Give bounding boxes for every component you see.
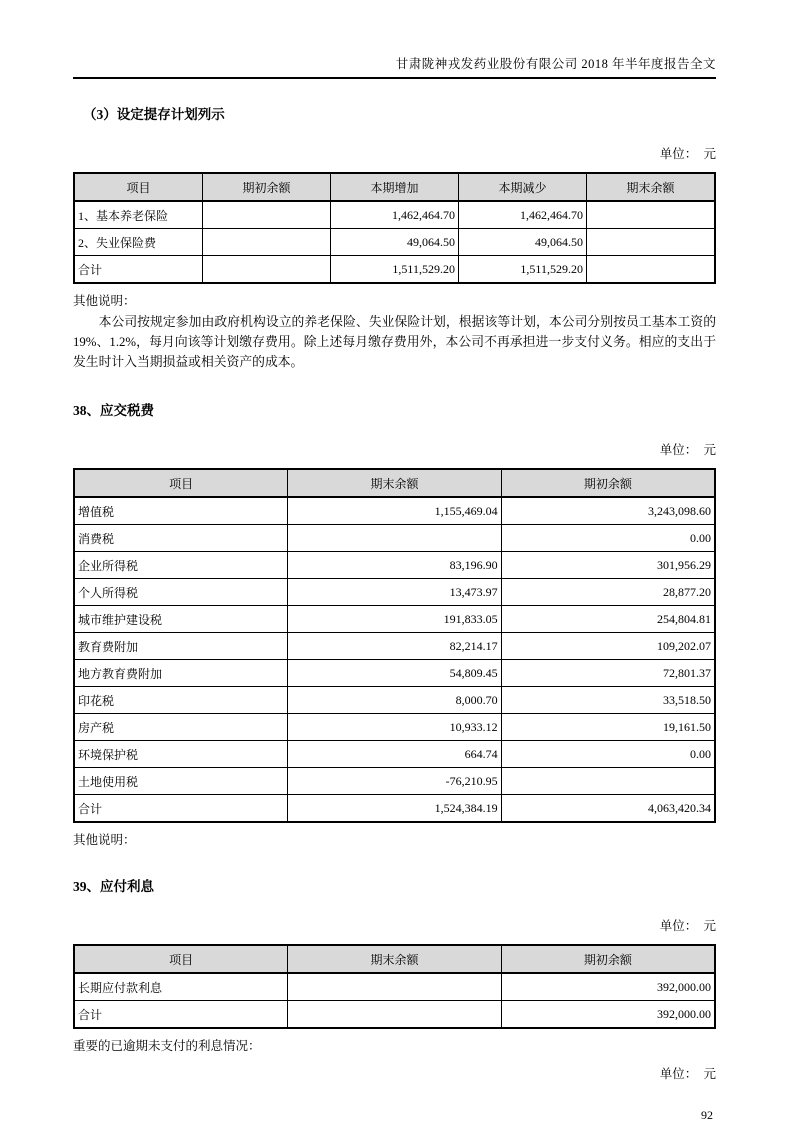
document-header-title: 甘肃陇神戎发药业股份有限公司 2018 年半年度报告全文: [395, 57, 716, 71]
table-row: [74, 768, 715, 795]
column-header: 期初余额: [501, 469, 715, 497]
table-row: [74, 795, 715, 823]
row-value: 1,462,464.70: [458, 201, 586, 229]
row-value: 28,877.20: [501, 579, 715, 606]
row-value: 10,933.12: [288, 714, 501, 741]
row-value: 1,511,529.20: [330, 256, 458, 284]
column-header: 期初余额: [202, 173, 330, 201]
table-row: [74, 525, 715, 552]
row-value: [586, 229, 715, 256]
row-value: 1,155,469.04: [288, 497, 501, 525]
row-value: 82,214.17: [288, 633, 501, 660]
table-row: [74, 741, 715, 768]
column-header: 期初余额: [501, 945, 715, 973]
row-value: 301,956.29: [501, 552, 715, 579]
table-header-row: [74, 173, 715, 201]
row-value: 1,524,384.19: [288, 795, 501, 823]
table-row: [74, 973, 715, 1001]
table-row: [74, 633, 715, 660]
row-item-label: 地方教育费附加: [74, 660, 288, 687]
row-value: [202, 201, 330, 229]
table-row: [74, 201, 715, 229]
row-value: -76,210.95: [288, 768, 501, 795]
row-value: 4,063,420.34: [501, 795, 715, 823]
row-item-label: 个人所得税: [74, 579, 288, 606]
row-item-label: 城市维护建设税: [74, 606, 288, 633]
other-notes-label: 其他说明：: [73, 833, 136, 847]
defined-contribution-plan-table: [73, 172, 716, 284]
table-row: [74, 714, 715, 741]
table-row: [74, 552, 715, 579]
column-header: 期末余额: [288, 469, 501, 497]
table-row: [74, 606, 715, 633]
section-title-interest-payable: 39、应付利息: [73, 879, 154, 894]
row-item-label: 消费税: [74, 525, 288, 552]
unit-label: 单位： 元: [659, 1067, 716, 1081]
other-notes-label: 其他说明：: [73, 294, 136, 308]
row-value: 109,202.07: [501, 633, 715, 660]
row-value: [586, 256, 715, 284]
row-value: 664.74: [288, 741, 501, 768]
row-item-label: 合计: [74, 795, 288, 823]
section-title-taxes-payable: 38、应交税费: [73, 403, 154, 418]
row-value: [288, 525, 501, 552]
row-item-label: 印花税: [74, 687, 288, 714]
row-item-label: 房产税: [74, 714, 288, 741]
column-header: 项目: [74, 945, 288, 973]
report-page: [73, 0, 716, 1123]
row-value: [288, 1001, 501, 1029]
row-value: 0.00: [501, 741, 715, 768]
row-item-label: 2、失业保险费: [74, 229, 202, 256]
column-header: 本期增加: [330, 173, 458, 201]
table-header-row: [74, 469, 715, 497]
table-row: [74, 256, 715, 284]
row-value: [501, 768, 715, 795]
table-row: [74, 497, 715, 525]
overdue-interest-label: 重要的已逾期未支付的利息情况：: [73, 1039, 261, 1053]
column-header: 本期减少: [458, 173, 586, 201]
column-header: 项目: [74, 469, 288, 497]
row-value: 254,804.81: [501, 606, 715, 633]
row-value: [202, 256, 330, 284]
row-value: [586, 201, 715, 229]
row-value: [202, 229, 330, 256]
unit-label: 单位： 元: [659, 919, 716, 933]
row-value: 392,000.00: [501, 973, 715, 1001]
row-value: 83,196.90: [288, 552, 501, 579]
row-value: 72,801.37: [501, 660, 715, 687]
page-number: 92: [701, 1108, 713, 1122]
row-item-label: 合计: [74, 256, 202, 284]
document-header: [73, 54, 716, 79]
table-row: [74, 1001, 715, 1029]
row-value: 8,000.70: [288, 687, 501, 714]
row-item-label: 环境保护税: [74, 741, 288, 768]
row-value: 54,809.45: [288, 660, 501, 687]
taxes-payable-table: [73, 468, 716, 823]
row-value: 49,064.50: [458, 229, 586, 256]
row-value: 13,473.97: [288, 579, 501, 606]
row-value: 33,518.50: [501, 687, 715, 714]
unit-label: 单位： 元: [659, 443, 716, 457]
table-header-row: [74, 945, 715, 973]
row-item-label: 企业所得税: [74, 552, 288, 579]
row-item-label: 土地使用税: [74, 768, 288, 795]
row-value: 1,462,464.70: [330, 201, 458, 229]
section-title-defined-contribution-plan: （3）设定提存计划列示: [83, 107, 225, 122]
row-value: 3,243,098.60: [501, 497, 715, 525]
row-value: 392,000.00: [501, 1001, 715, 1029]
defined-contribution-note-paragraph: 本公司按规定参加由政府机构设立的养老保险、失业保险计划，根据该等计划，本公司分别按员工基本工资的19%、1.2%，每月向该等计划缴存费用。除上述每月缴存费用外，本公司不再承担进一步支付义务。相应的支出于发生时计入当期损益或相关资产的成本。: [73, 315, 716, 369]
table-row: [74, 229, 715, 256]
table-row: [74, 687, 715, 714]
interest-payable-table: [73, 944, 716, 1029]
column-header: 期末余额: [288, 945, 501, 973]
row-value: 1,511,529.20: [458, 256, 586, 284]
row-value: 191,833.05: [288, 606, 501, 633]
table-row: [74, 579, 715, 606]
row-value: [288, 973, 501, 1001]
column-header: 期末余额: [586, 173, 715, 201]
row-item-label: 增值税: [74, 497, 288, 525]
column-header: 项目: [74, 173, 202, 201]
table-row: [74, 660, 715, 687]
row-item-label: 教育费附加: [74, 633, 288, 660]
row-item-label: 合计: [74, 1001, 288, 1029]
row-item-label: 长期应付款利息: [74, 973, 288, 1001]
row-item-label: 1、基本养老保险: [74, 201, 202, 229]
row-value: 0.00: [501, 525, 715, 552]
row-value: 49,064.50: [330, 229, 458, 256]
row-value: 19,161.50: [501, 714, 715, 741]
unit-label: 单位： 元: [659, 147, 716, 161]
